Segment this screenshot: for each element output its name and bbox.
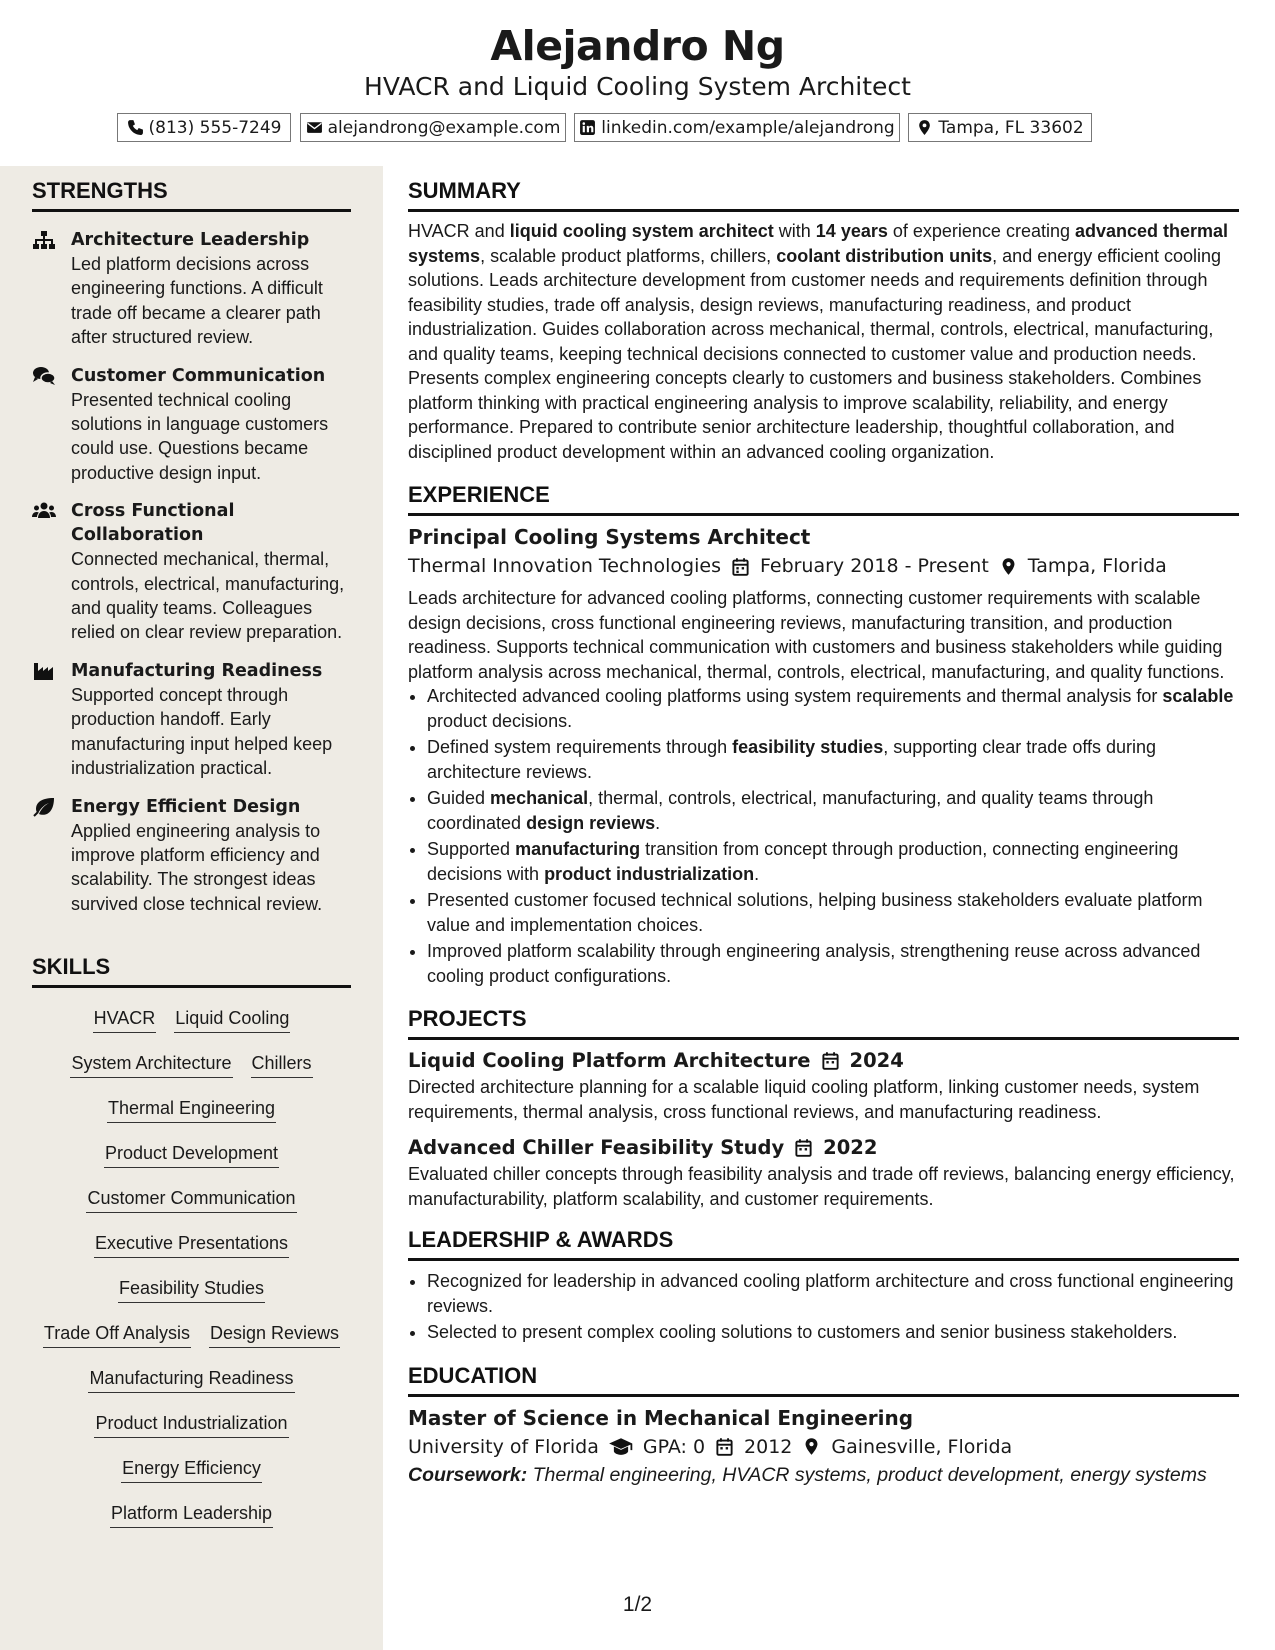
contact-email[interactable]: [300, 113, 566, 142]
contact-bar: [0, 113, 1275, 144]
job-bullet: • Improved platform scalability through engineering analysis, strengthening reuse across advanced cooling product configurations.: [427, 939, 1239, 988]
project-title: Advanced Chiller Feasibility Study 2022: [408, 1136, 878, 1159]
skill-tag: Design Reviews: [209, 1321, 340, 1348]
job-location: Tampa, Florida: [1027, 555, 1167, 577]
education-meta: [408, 1436, 1239, 1458]
experience-heading: EXPERIENCE: [408, 482, 1239, 516]
envelope-icon: [306, 119, 323, 136]
resume-header: [0, 0, 1275, 166]
skill-row: [24, 1456, 359, 1501]
skill-row: [24, 1051, 359, 1096]
candidate-title: HVACR and Liquid Cooling System Architect: [364, 72, 911, 101]
skill-tag: Product Industrialization: [94, 1411, 288, 1438]
calendar-icon: [715, 1437, 734, 1456]
main-column: [408, 166, 1239, 1487]
job-bullet: • Presented customer focused technical solutions, helping business stakeholders evaluate platform value and implementation choices.: [427, 888, 1239, 937]
award-list: [408, 1269, 1239, 1345]
summary-heading: SUMMARY: [408, 178, 1239, 212]
strength-item: [32, 795, 351, 917]
skill-row: [24, 1366, 359, 1411]
phone-icon: [127, 119, 144, 136]
project-desc: Evaluated chiller concepts through feasibility analysis and trade off reviews, balancing energy efficiency, manufacturability, platform scalability, and customer requirements.: [408, 1164, 1235, 1209]
skill-row: [24, 1411, 359, 1456]
page-number: 1/2: [622, 1593, 653, 1616]
coursework-label: Coursework:: [408, 1463, 528, 1486]
map-marker-icon: [999, 557, 1018, 576]
linkedin-icon: [579, 119, 596, 136]
awards-heading: LEADERSHIP & AWARDS: [408, 1227, 1239, 1261]
contact-linkedin[interactable]: [574, 113, 900, 142]
skill-tag: HVACR: [93, 1006, 157, 1033]
skill-row: [24, 1321, 359, 1366]
leaf-icon: [32, 797, 56, 817]
skill-row: [24, 1231, 359, 1276]
strength-desc: Led platform decisions across engineering functions. A difficult trade off became a clearer path after structured review.: [71, 254, 323, 348]
strength-name: Cross Functional Collaboration: [71, 501, 235, 546]
skill-row: [24, 1501, 359, 1546]
company-name: Thermal Innovation Technologies: [408, 555, 721, 577]
education-heading: EDUCATION: [408, 1363, 1239, 1397]
grad-year: 2012: [744, 1435, 793, 1458]
skill-tag: Product Development: [104, 1141, 279, 1168]
map-marker-icon: [802, 1437, 821, 1456]
strength-desc: Applied engineering analysis to improve platform efficiency and scalability. The strongest ideas survived close technical review.: [71, 820, 323, 914]
industry-icon: [32, 661, 56, 681]
skill-row: [24, 1006, 359, 1051]
strengths-section: [32, 178, 351, 930]
projects-heading: PROJECTS: [408, 1006, 1239, 1040]
job-bullets: [408, 684, 1239, 988]
school-name: University of Florida: [408, 1435, 599, 1458]
project-title: Liquid Cooling Platform Architecture 2024: [408, 1049, 904, 1072]
skills-list: [24, 1006, 359, 1546]
degree: Master of Science in Mechanical Engineering: [408, 1405, 914, 1430]
skill-tag: Trade Off Analysis: [43, 1321, 191, 1348]
skill-tag: Energy Efficiency: [121, 1456, 262, 1483]
skill-tag: Executive Presentations: [94, 1231, 289, 1258]
candidate-name: Alejandro Ng: [490, 22, 785, 70]
users-icon: [32, 501, 56, 521]
skills-heading-wrap: [32, 954, 351, 988]
award-item: • Selected to present complex cooling solutions to customers and senior business stakeholders.: [427, 1320, 1239, 1345]
calendar-icon: [821, 1051, 840, 1070]
strength-desc: Connected mechanical, thermal, controls, electrical, manufacturing, and quality teams. Colleagues relied on clear review preparation.: [71, 549, 345, 643]
email-text: alejandrong@example.com: [327, 117, 561, 138]
skill-tag: Thermal Engineering: [107, 1096, 276, 1123]
coursework-text: Thermal engineering, HVACR systems, product development, energy systems: [527, 1463, 1207, 1486]
job-dates: February 2018 - Present: [759, 555, 989, 577]
skill-tag: Manufacturing Readiness: [88, 1366, 294, 1393]
strength-item: [32, 499, 351, 645]
skill-tag: Liquid Cooling: [174, 1006, 290, 1033]
phone-text: (813) 555-7249: [148, 117, 282, 138]
skill-row: [24, 1276, 359, 1321]
job-description: Leads architecture for advanced cooling platforms, connecting customer requirements with scalable design decisions, cross functional engineering reviews, manufacturing transition, and production readiness. Supports technical communication with customers and business stakeholders while guiding platform analysis across mechanical, thermal, controls, electrical, manufacturing, and quality functions.: [408, 588, 1225, 682]
job-title: Principal Cooling Systems Architect: [408, 525, 811, 549]
strength-name: Energy Efficient Design: [71, 796, 301, 817]
strength-desc: Supported concept through production handoff. Early manufacturing input helped keep industrialization practical.: [71, 684, 333, 779]
skills-heading: SKILLS: [32, 954, 351, 988]
strengths-heading: STRENGTHS: [32, 178, 351, 212]
school-location: Gainesville, Florida: [831, 1435, 1013, 1458]
strength-name: Architecture Leadership: [71, 230, 310, 250]
contact-phone[interactable]: [117, 113, 291, 142]
skill-tag: Chillers: [251, 1051, 313, 1078]
project-desc: Directed architecture planning for a scalable liquid cooling platform, linking customer needs, system requirements, thermal analysis, cross functional reviews, and manufacturing readiness.: [408, 1077, 1200, 1122]
award-item: • Recognized for leadership in advanced cooling platform architecture and cross functional engineering reviews.: [427, 1269, 1239, 1318]
calendar-icon: [794, 1138, 813, 1157]
skill-tag: Platform Leadership: [110, 1501, 273, 1528]
skill-tag: System Architecture: [70, 1051, 232, 1078]
location-text: Tampa, FL 33602: [938, 117, 1084, 138]
linkedin-text: linkedin.com/example/alejandrong: [601, 117, 895, 138]
sitemap-icon: [32, 230, 56, 250]
skill-row: [24, 1186, 359, 1231]
skill-tag: Customer Communication: [86, 1186, 296, 1213]
job-meta: [408, 555, 1239, 577]
skill-row: [24, 1141, 359, 1186]
summary-text: HVACR and liquid cooling system architect with 14 years of experience creating advanced thermal systems, scalable product platforms, chillers, coolant distribution units, and energy efficient cooling solutions. Leads architecture development from customer needs and requirements definition through feasibility studies, trade off analysis, design reviews, manufacturing readiness, and product industrialization. Guides collaboration across mechanical, thermal, controls, electrical, manufacturing, and quality teams, keeping technical decisions connected to customer value and production needs. Presents complex engineering concepts clearly to customers and business stakeholders. Combines platform thinking with practical engineering analysis to improve scalability, reliability, and energy performance. Prepared to contribute senior architecture leadership, thoughtful collaboration, and disciplined product development within an advanced cooling organization.: [408, 221, 1229, 462]
coursework: [408, 1464, 1239, 1487]
strength-name: Customer Communication: [71, 365, 326, 386]
skill-tag: Feasibility Studies: [118, 1276, 265, 1303]
comments-icon: [32, 366, 56, 386]
map-marker-icon: [916, 119, 933, 136]
gpa: GPA: 0: [642, 1435, 706, 1458]
strength-item: [32, 659, 351, 781]
strength-item: [32, 364, 351, 486]
skill-row: [24, 1096, 359, 1141]
graduation-cap-icon: [609, 1437, 633, 1456]
project-year: 2024: [849, 1049, 904, 1072]
strength-item: [32, 228, 351, 350]
strength-name: Manufacturing Readiness: [71, 660, 323, 681]
calendar-icon: [731, 557, 750, 576]
job-bullet: • Supported manufacturing transition from concept through production, connecting engineering decisions with product industrialization.: [427, 837, 1239, 886]
job-bullet: • Architected advanced cooling platforms using system requirements and thermal analysis for scalable product decisions.: [427, 684, 1239, 733]
contact-location: [908, 113, 1092, 142]
project-year: 2022: [823, 1136, 878, 1159]
strength-desc: Presented technical cooling solutions in language customers could use. Questions became productive design input.: [71, 389, 329, 483]
job-bullet: • Guided mechanical, thermal, controls, electrical, manufacturing, and quality teams through coordinated design reviews.: [427, 786, 1239, 835]
job-bullet: • Defined system requirements through feasibility studies, supporting clear trade offs during architecture reviews.: [427, 735, 1239, 784]
